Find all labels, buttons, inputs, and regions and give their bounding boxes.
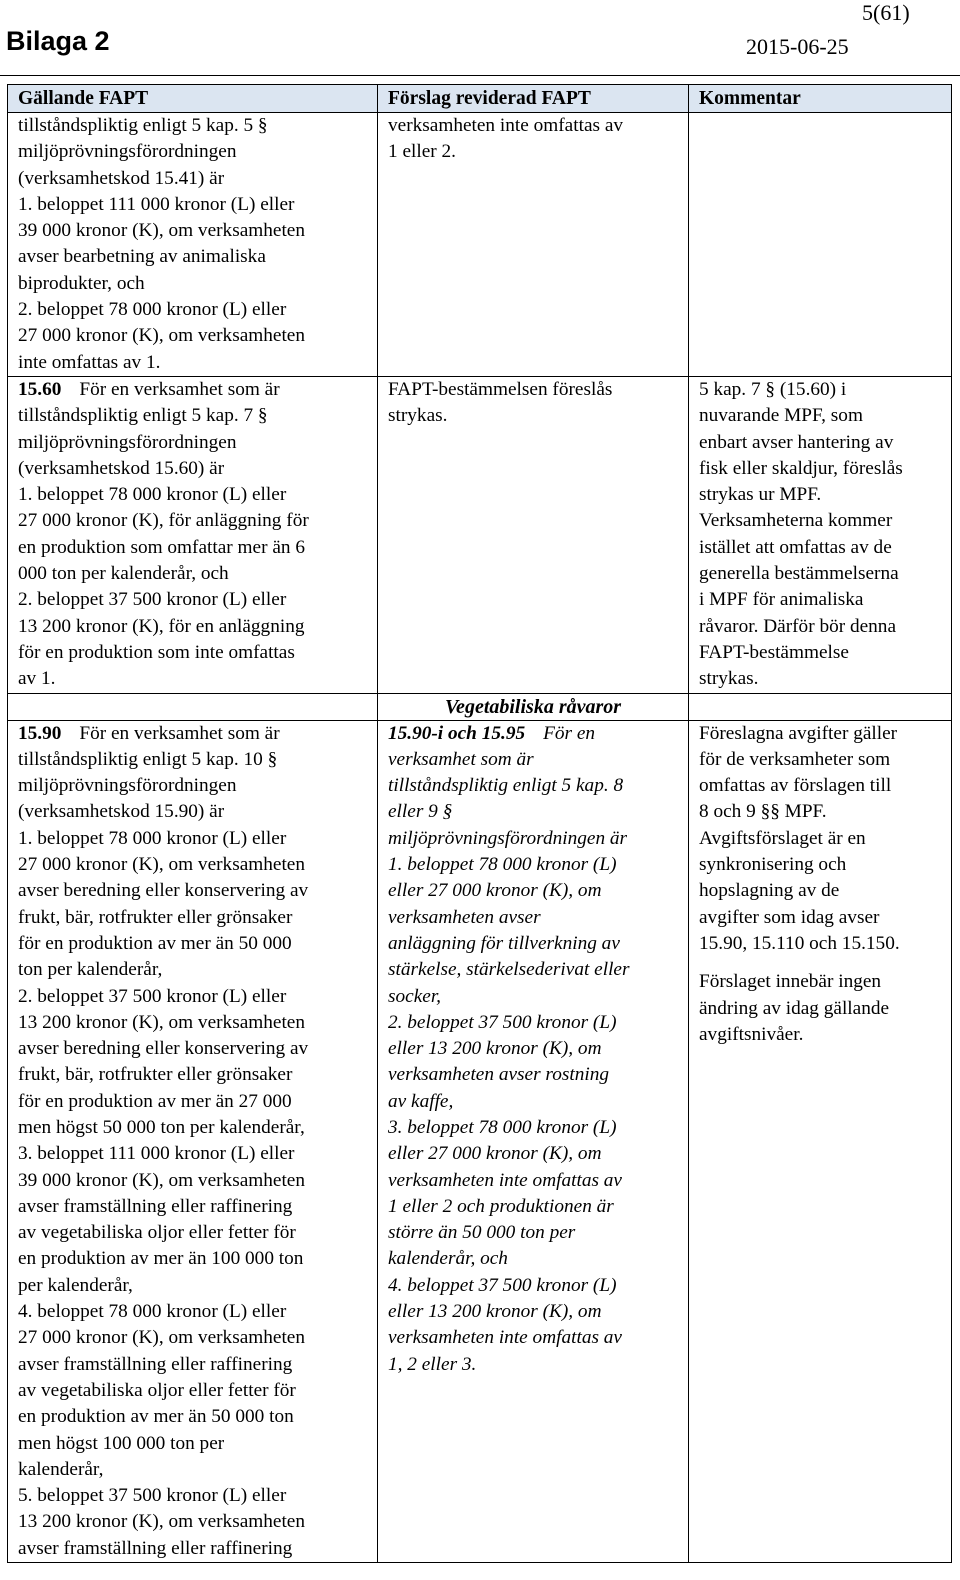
text-line: avser beredning eller konservering av [18, 880, 309, 902]
text-line: anläggning för tillverkning av [388, 932, 620, 954]
text-line: större än 50 000 ton per [388, 1222, 576, 1244]
text-line: 2. beloppet 37 500 kronor (L) eller [18, 589, 287, 611]
section-row [8, 693, 952, 720]
text-line: tillståndspliktig enligt 5 kap. 7 § [18, 405, 268, 427]
text-line: 1. beloppet 78 000 kronor (L) eller [18, 827, 287, 849]
proposal-heading-text: För en [543, 722, 596, 744]
proposal-cell [378, 720, 689, 1563]
text-line: 13 200 kronor (K), för en anläggning [18, 615, 305, 637]
table-header-row [8, 85, 952, 113]
document-date: 2015-06-25 [746, 34, 849, 59]
text-line: omfattas av förslagen till [699, 775, 892, 797]
text-line: 8 och 9 §§ MPF. [699, 801, 827, 823]
text-line: stärkelse, stärkelsederivat eller [388, 959, 630, 981]
text-line: 1. beloppet 78 000 kronor (L) eller [18, 484, 287, 506]
text-line: avser beredning eller konservering av [18, 1038, 309, 1060]
text-line: FAPT-bestämmelsen föreslås [388, 378, 613, 400]
text-line: generella bestämmelserna [699, 563, 899, 585]
text-line: 1 eller 2. [388, 141, 456, 163]
text-line: men högst 50 000 ton per kalenderår, [18, 1116, 305, 1138]
text-line: 1. beloppet 78 000 kronor (L) [388, 854, 617, 876]
text-line: 5. beloppet 37 500 kronor (L) eller [18, 1485, 287, 1507]
text-line: (verksamhetskod 15.90) är [18, 801, 225, 823]
text-line: verksamhet som är [388, 748, 534, 770]
current-cell [8, 376, 378, 693]
section-title: Vegetabiliska råvaror [444, 695, 622, 718]
text-line: 39 000 kronor (K), om verksamheten [18, 220, 306, 242]
comment-paragraph [699, 721, 947, 958]
current-cell [8, 720, 378, 1563]
text-line: eller 27 000 kronor (K), om [388, 1143, 602, 1165]
text-line: en produktion av mer än 50 000 ton [18, 1406, 294, 1428]
text-line: 27 000 kronor (K), om verksamheten [18, 1327, 306, 1349]
text-line: avser bearbetning av animaliska [18, 246, 266, 268]
text-line: 4. beloppet 37 500 kronor (L) [388, 1274, 617, 1296]
comment-cell [689, 376, 952, 693]
rule-heading-text: För en verksamhet som är [79, 722, 280, 744]
text-line: för de verksamheter som [699, 748, 891, 770]
text-line: men högst 100 000 ton per [18, 1432, 225, 1454]
text-line: eller 27 000 kronor (K), om [388, 880, 602, 902]
text-line: avser framställning eller raffinering [18, 1353, 293, 1375]
current-text [18, 747, 373, 1562]
text-line: miljöprövningsförordningen [18, 775, 237, 797]
text-line: Föreslagna avgifter gäller [699, 722, 898, 744]
text-line: fisk eller skaldjur, föreslås [699, 457, 903, 479]
table-row [8, 376, 952, 693]
activity-code: 15.90 [18, 722, 62, 744]
text-line: 27 000 kronor (K), om verksamheten [18, 325, 306, 347]
text-line: strykas. [388, 405, 448, 427]
proposal-code: 15.90-i och 15.95 [388, 722, 526, 744]
text-line: verksamheten inte omfattas av [388, 1169, 622, 1191]
text-line: en produktion av mer än 100 000 ton [18, 1248, 304, 1270]
text-line: verksamheten inte omfattas av [388, 115, 624, 136]
text-line: ton per kalenderår, [18, 959, 163, 981]
text-line: 3. beloppet 78 000 kronor (L) [388, 1116, 617, 1138]
text-line: eller 13 200 kronor (K), om [388, 1038, 602, 1060]
fapt-comparison-table [7, 84, 952, 1563]
column-header-current: Gällande FAPT [8, 85, 378, 113]
text-line: socker, [388, 985, 442, 1007]
text-line: Förslaget innebär ingen [699, 971, 882, 993]
rule-heading [18, 377, 373, 403]
column-header-proposal: Förslag reviderad FAPT [378, 85, 689, 113]
text-line: 39 000 kronor (K), om verksamheten [18, 1169, 306, 1191]
proposal-cell [378, 113, 689, 377]
text-line: 2. beloppet 37 500 kronor (L) [388, 1011, 617, 1033]
text-line: för en produktion av mer än 50 000 [18, 932, 292, 954]
text-line: verksamheten avser rostning [388, 1064, 609, 1086]
column-header-comment: Kommentar [689, 85, 952, 113]
current-cell [8, 113, 378, 377]
comment-paragraph [699, 969, 947, 1048]
rule-heading-text: För en verksamhet som är [79, 378, 280, 400]
text-line: i MPF för animaliska [699, 589, 864, 611]
section-title-cell [378, 693, 689, 720]
text-line: ändring av idag gällande [699, 997, 890, 1019]
proposal-heading [388, 721, 684, 747]
text-line: FAPT-bestämmelse [699, 641, 849, 663]
text-line: strykas ur MPF. [699, 484, 822, 506]
text-line: 1 eller 2 och produktionen är [388, 1195, 614, 1217]
text-line: avgifter som idag avser [699, 906, 880, 928]
comment-cell [689, 113, 952, 377]
text-line: 4. beloppet 78 000 kronor (L) eller [18, 1301, 287, 1323]
text-line: Avgiftsförslaget är en [699, 827, 866, 849]
text-line: (verksamhetskod 15.60) är [18, 457, 225, 479]
table-row [8, 720, 952, 1563]
table-row [8, 113, 952, 377]
text-line: avser framställning eller raffinering [18, 1195, 293, 1217]
text-line: av vegetabiliska oljor eller fetter för [18, 1379, 296, 1401]
text-line: kalenderår, och [388, 1248, 508, 1270]
current-text [18, 403, 373, 692]
text-line: synkronisering och [699, 854, 847, 876]
text-line: 13 200 kronor (K), om verksamheten [18, 1511, 306, 1533]
text-line: tillståndspliktig enligt 5 kap. 8 [388, 775, 624, 797]
text-line: avser framställning eller raffinering [18, 1537, 293, 1559]
text-line: strykas. [699, 668, 759, 690]
text-line: 2. beloppet 37 500 kronor (L) eller [18, 985, 287, 1007]
text-line: miljöprövningsförordningen [18, 141, 237, 163]
appendix-title: Bilaga 2 [6, 26, 110, 56]
text-line: av 1. [18, 668, 56, 690]
text-line: av kaffe, [388, 1090, 454, 1112]
text-line: för en produktion som inte omfattas [18, 641, 295, 663]
text-line: råvaror. Därför bör denna [699, 615, 897, 637]
text-line: kalenderår, [18, 1458, 104, 1480]
text-line: (verksamhetskod 15.41) är [18, 167, 225, 189]
text-line: av vegetabiliska oljor eller fetter för [18, 1222, 296, 1244]
text-line: eller 13 200 kronor (K), om [388, 1301, 602, 1323]
text-line: 1. beloppet 111 000 kronor (L) eller [18, 193, 295, 215]
text-line: per kalenderår, [18, 1274, 133, 1296]
text-line: istället att omfattas av de [699, 536, 892, 558]
text-line: enbart avser hantering av [699, 431, 894, 453]
proposal-text [388, 747, 684, 1378]
text-line: tillståndspliktig enligt 5 kap. 10 § [18, 748, 278, 770]
text-line: 1, 2 eller 3. [388, 1353, 477, 1375]
section-empty-cell [8, 693, 378, 720]
text-line: biprodukter, och [18, 272, 145, 294]
activity-code: 15.60 [18, 378, 62, 400]
text-line: inte omfattas av 1. [18, 351, 161, 373]
text-line: Verksamheterna kommer [699, 510, 893, 532]
text-line: miljöprövningsförordningen är [388, 827, 628, 849]
text-line: 27 000 kronor (K), om verksamheten [18, 854, 306, 876]
text-line: 3. beloppet 111 000 kronor (L) eller [18, 1143, 295, 1165]
section-empty-cell [689, 693, 952, 720]
text-line: frukt, bär, rotfrukter eller grönsaker [18, 1064, 293, 1086]
comment-cell [689, 720, 952, 1563]
text-line: 27 000 kronor (K), för anläggning för [18, 510, 309, 532]
text-line: 000 ton per kalenderår, och [18, 563, 229, 585]
page-number: 5(61) [862, 0, 910, 25]
text-line: miljöprövningsförordningen [18, 431, 237, 453]
text-line: avgiftsnivåer. [699, 1023, 804, 1045]
text-line: 5 kap. 7 § (15.60) i [699, 378, 847, 400]
text-line: frukt, bär, rotfrukter eller grönsaker [18, 906, 293, 928]
text-line: för en produktion av mer än 27 000 [18, 1090, 292, 1112]
text-line: eller 9 § [388, 801, 453, 823]
proposal-cell [378, 376, 689, 693]
text-line: nuvarande MPF, som [699, 405, 863, 427]
rule-heading [18, 721, 373, 747]
text-line: en produktion som omfattar mer än 6 [18, 536, 306, 558]
text-line: 2. beloppet 78 000 kronor (L) eller [18, 299, 287, 321]
text-line: hopslagning av de [699, 880, 840, 902]
text-line: 15.90, 15.110 och 15.150. [699, 932, 900, 954]
text-line: verksamheten avser [388, 906, 541, 928]
header-rule [0, 75, 960, 76]
text-line: verksamheten inte omfattas av [388, 1327, 622, 1349]
text-line: 13 200 kronor (K), om verksamheten [18, 1011, 306, 1033]
text-line: tillståndspliktig enligt 5 kap. 5 § [18, 115, 268, 136]
